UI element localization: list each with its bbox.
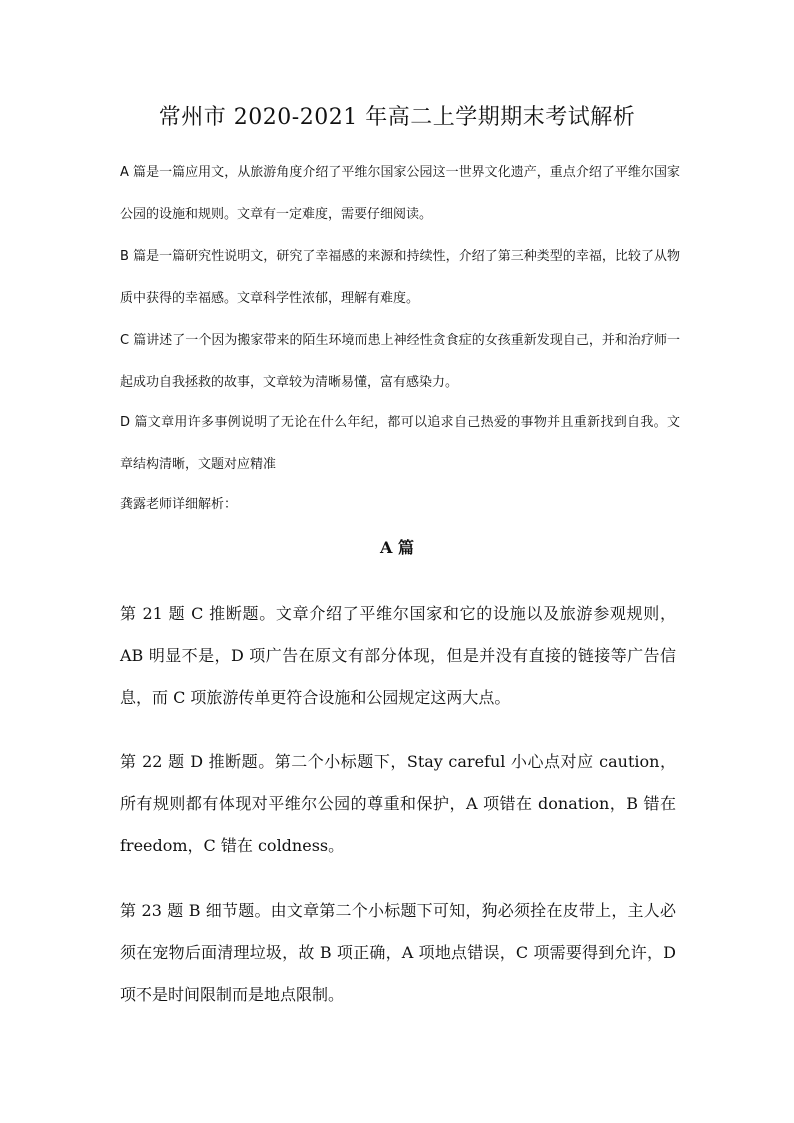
intro-passage-d [120, 402, 680, 486]
section-title: A 篇 [380, 538, 414, 557]
question-23-text: 第 23 题 B 细节题。由文章第二个小标题下可知，狗必须拴在皮带上，主人必须在宠物后面清理垃圾，故 B 项正确，A 项地点错误，C 项需要得到允许，D 项不是时间限制而是地点限制。 [120, 901, 676, 1004]
question-21-text: 第 21 题 C 推断题。文章介绍了平维尔国家和它的设施以及旅游参观规则，AB 明显不是，D 项广告在原文有部分体现，但是并没有直接的链接等广告信息，而 C 项旅游传单更符合设施和公园规定这两大点。 [120, 604, 676, 707]
intro-passage-c [120, 320, 680, 404]
question-23 [120, 890, 676, 1016]
intro-passage-a [120, 152, 680, 236]
intro-d-text: D 篇文章用许多事例说明了无论在什么年纪，都可以追求自己热爱的事物并且重新找到自我。文章结构清晰，文题对应精准 [120, 415, 680, 472]
intro-passage-b [120, 236, 680, 320]
question-22 [120, 741, 676, 867]
intro-c-text: C 篇讲述了一个因为搬家带来的陌生环境而患上神经性贪食症的女孩重新发现自己，并和治疗师一起成功自我拯救的故事，文章较为清晰易懂，富有感染力。 [120, 333, 680, 390]
question-22-text: 第 22 题 D 推断题。第二个小标题下，Stay careful 小心点对应 caution，所有规则都有体现对平维尔公园的尊重和保护，A 项错在 donation，B 错在 freedom，C 错在 coldness。 [120, 752, 676, 855]
question-21 [120, 593, 676, 719]
intro-a-text: A 篇是一篇应用文，从旅游角度介绍了平维尔国家公园这一世界文化遗产，重点介绍了平维尔国家公园的设施和规则。文章有一定难度，需要仔细阅读。 [120, 165, 680, 222]
page-title: 常州市 2020-2021 年高二上学期期末考试解析 [158, 105, 636, 130]
intro-b-text: B 篇是一篇研究性说明文，研究了幸福感的来源和持续性，介绍了第三种类型的幸福，比较了从物质中获得的幸福感。文章科学性浓郁，理解有难度。 [120, 249, 680, 306]
teacher-line [120, 484, 680, 526]
teacher-text: 龚露老师详细解析： [120, 497, 238, 512]
